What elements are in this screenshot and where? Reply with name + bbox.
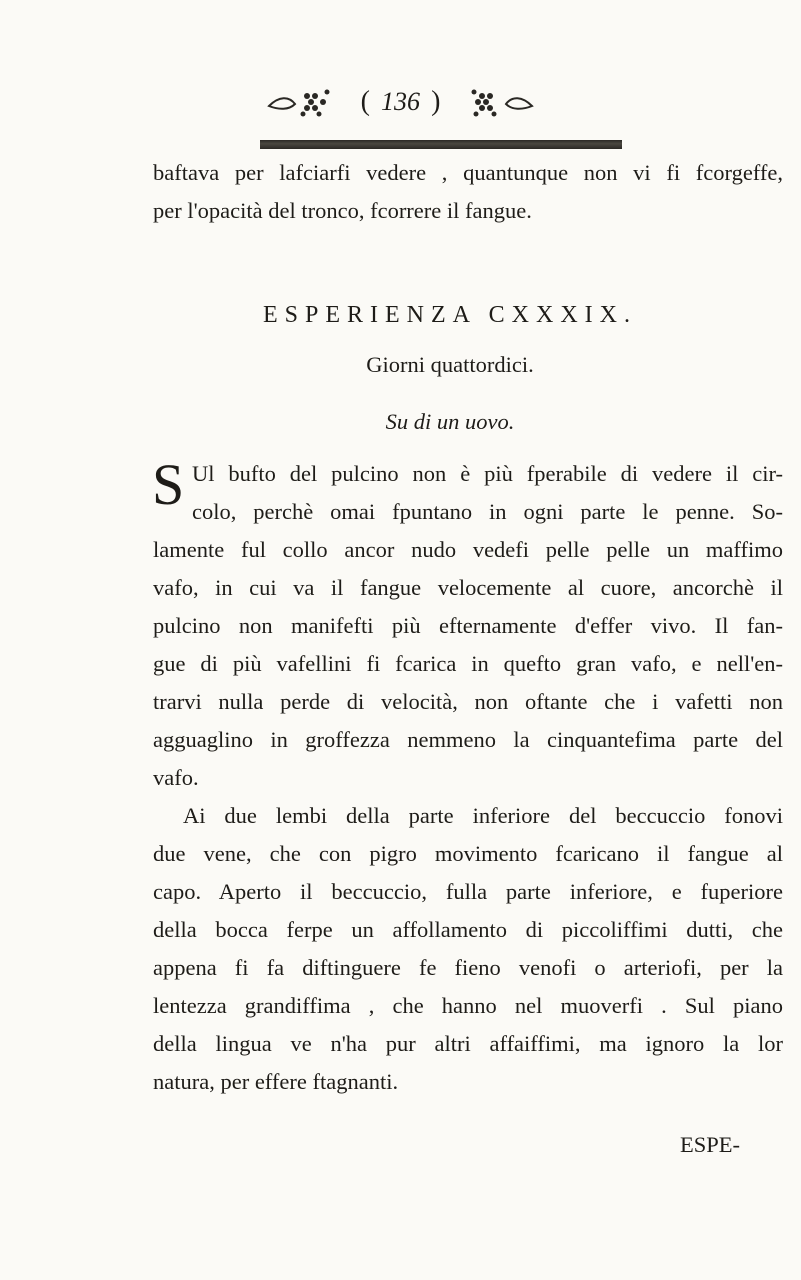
left-paren: ( [360,86,370,117]
section-subtitle: Giorni quattordici. [366,352,534,377]
page-number: 136 [381,87,420,116]
left-ornament-icon [265,82,355,122]
header-rule [260,140,622,149]
text-line: due vene, che con pigro movimento fcaricano il fangue al [153,841,783,866]
text-line: lentezza grandiffima , che hanno nel muoverfi . Sul piano [153,993,783,1018]
text-line: agguaglino in groffezza nemmeno la cinquantefima parte del [153,727,783,752]
text-line: appena fi fa diftinguere fe fieno venofi o arteriofi, per la [153,955,783,980]
text-line: pulcino non manifefti più efternamente d'effer vivo. Il fan- [153,613,783,638]
text-line: capo. Aperto il beccuccio, fulla parte inferiore, e fuperiore [153,879,783,904]
text-line: gue di più vafellini fi fcarica in quefto gran vafo, e nell'en- [153,651,783,676]
text-line: baftava per lafciarfi vedere , quantunque non vi fi fcorgeffe, [153,160,783,185]
text-line: della bocca ferpe un affollamento di piccoliffimi dutti, che [153,917,783,942]
right-paren: ) [431,86,441,117]
right-ornament-icon [446,82,536,122]
text-line: vafo, in cui va il fangue velocemente al cuore, ancorchè il [153,575,783,600]
text-line: colo, perchè omai fpuntano in ogni parte le penne. So- [192,499,783,524]
text-line: vafo. [153,765,199,790]
page-header [0,82,801,126]
text-line: natura, per effere ftagnanti. [153,1069,399,1094]
section-subtitle-italic: Su di un uovo. [385,409,515,434]
text-line: della lingua ve n'ha pur altri affaiffimi, ma ignoro la lor [153,1031,783,1056]
text-line: Ai due lembi della parte inferiore del beccuccio fonovi [183,803,783,828]
drop-cap: S [152,452,185,517]
text-line: lamente ful collo ancor nudo vedefi pelle pelle un maffimo [153,537,783,562]
catchword: ESPE- [680,1132,741,1157]
text-line: Ul bufto del pulcino non è più fperabile di vedere il cir- [192,461,783,486]
text-line: trarvi nulla perde di velocità, non oftante che i vafetti non [153,689,783,714]
section-heading: ESPERIENZA CXXXIX. [262,302,637,328]
text-line: per l'opacità del tronco, fcorrere il fangue. [153,198,532,223]
